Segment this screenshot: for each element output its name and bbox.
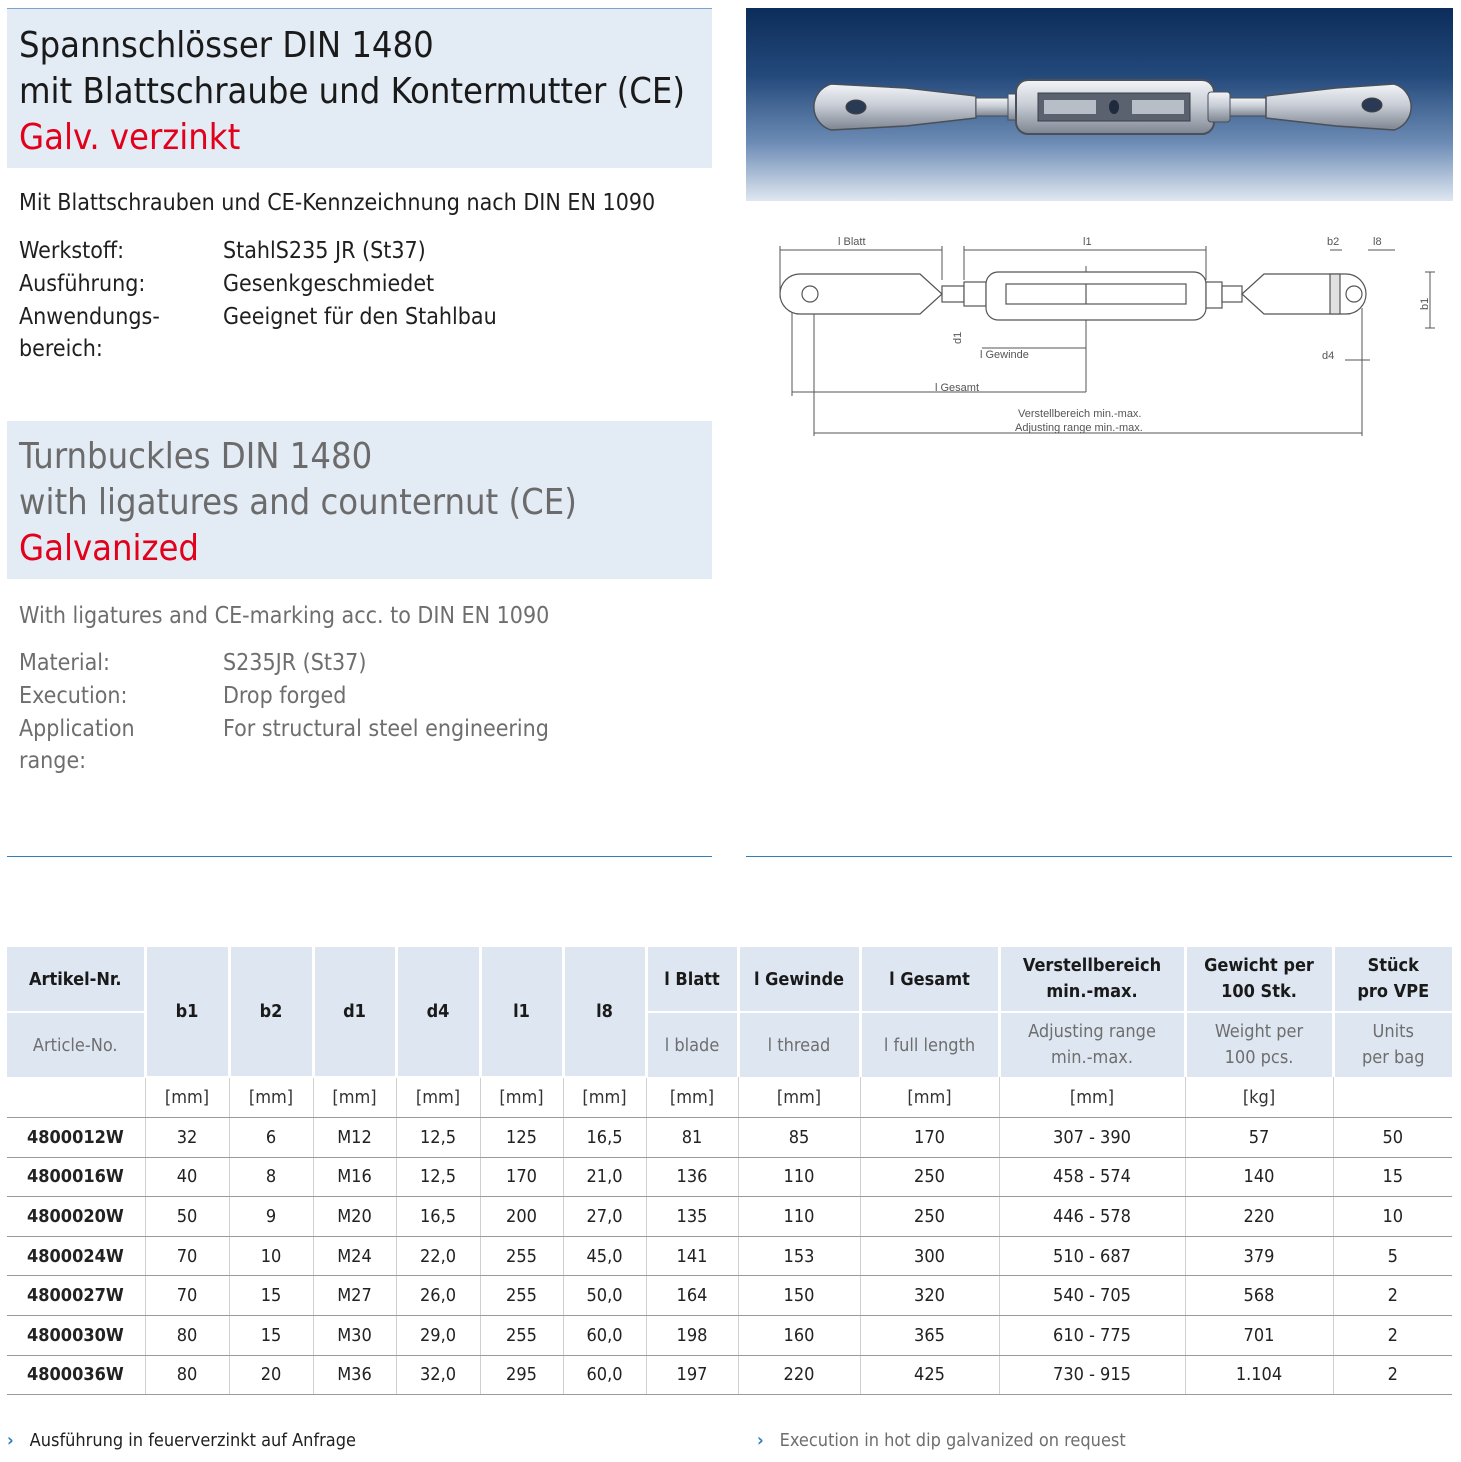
col-subheader-article: Article-No. [7, 1012, 145, 1077]
table-cell: 458 - 574 [999, 1157, 1185, 1197]
table-cell: M20 [313, 1197, 396, 1237]
table-cell: 10 [229, 1236, 313, 1276]
table-cell: 300 [860, 1236, 999, 1276]
table-cell: 15 [1333, 1157, 1452, 1197]
table-cell: 40 [145, 1157, 229, 1197]
table-cell: 8 [229, 1157, 313, 1197]
unit-cell: [mm] [229, 1077, 313, 1118]
dim-label-l-blatt: l Blatt [838, 236, 866, 248]
table-cell: 150 [738, 1276, 860, 1316]
table-cell: 510 - 687 [999, 1236, 1185, 1276]
article-number-cell: 4800036W [7, 1355, 145, 1395]
table-cell: 250 [860, 1157, 999, 1197]
table-cell: 70 [145, 1236, 229, 1276]
unit-cell: [kg] [1185, 1077, 1333, 1118]
table-cell: 2 [1333, 1315, 1452, 1355]
unit-cell: [mm] [738, 1077, 860, 1118]
spec-label-de-execution: Ausführung: [19, 271, 146, 297]
footnote-de-text: Ausführung in feuerverzinkt auf Anfrage [29, 1430, 356, 1451]
table-cell: 2 [1333, 1355, 1452, 1395]
table-cell: 12,5 [396, 1118, 480, 1158]
title-en-line3: Galvanized [19, 528, 199, 569]
title-en-line1: Turnbuckles DIN 1480 [19, 436, 373, 477]
table-row [7, 1157, 1452, 1197]
table-cell: 141 [646, 1236, 738, 1276]
table-cell: 9 [229, 1197, 313, 1237]
table-cell: M36 [313, 1355, 396, 1395]
product-photo [746, 8, 1453, 201]
spec-label-de-material: Werkstoff: [19, 238, 125, 264]
unit-cell: [mm] [999, 1077, 1185, 1118]
table-cell: 80 [145, 1315, 229, 1355]
col-subheader-l-full-length: l full length [860, 1012, 999, 1077]
article-number-cell: 4800012W [7, 1118, 145, 1158]
table-cell: 50 [145, 1197, 229, 1237]
col-header-l-gesamt: l Gesamt [860, 947, 999, 1012]
unit-cell: [mm] [480, 1077, 563, 1118]
table-cell: 307 - 390 [999, 1118, 1185, 1158]
dim-label-b1: b1 [1419, 297, 1431, 310]
table-row [7, 1118, 1452, 1158]
divider-right [746, 856, 1452, 857]
table-row [7, 1315, 1452, 1355]
col-header-l1: l1 [480, 947, 563, 1077]
table-cell: 164 [646, 1276, 738, 1316]
spec-label-en-application: Application range: [19, 716, 135, 774]
table-cell: 80 [145, 1355, 229, 1395]
table-cell: 379 [1185, 1236, 1333, 1276]
table-cell: M27 [313, 1276, 396, 1316]
table-cell: 136 [646, 1157, 738, 1197]
dim-label-range-de: Verstellbereich min.-max. [1018, 408, 1142, 420]
spec-label-de-application: Anwendungs- bereich: [19, 304, 160, 362]
col-header-article: Artikel-Nr. [7, 947, 145, 1012]
dim-label-d4: d4 [1322, 350, 1335, 362]
table-cell: 85 [738, 1118, 860, 1158]
table-cell: 198 [646, 1315, 738, 1355]
dim-label-l1: l1 [1083, 236, 1092, 248]
unit-cell [1333, 1077, 1452, 1118]
table-cell: 21,0 [563, 1157, 646, 1197]
article-number-cell: 4800027W [7, 1276, 145, 1316]
table-cell: 125 [480, 1118, 563, 1158]
article-number-cell: 4800020W [7, 1197, 145, 1237]
table-cell: M12 [313, 1118, 396, 1158]
table-cell: 6 [229, 1118, 313, 1158]
spec-table [7, 947, 1452, 1395]
table-cell: 22,0 [396, 1236, 480, 1276]
col-header-b1: b1 [145, 947, 229, 1077]
table-cell: 365 [860, 1315, 999, 1355]
article-number-cell: 4800016W [7, 1157, 145, 1197]
table-cell: 568 [1185, 1276, 1333, 1316]
table-cell: 730 - 915 [999, 1355, 1185, 1395]
table-cell: 110 [738, 1197, 860, 1237]
table-cell: 255 [480, 1315, 563, 1355]
dim-label-l8: l8 [1373, 236, 1382, 248]
spec-label-en-execution: Execution: [19, 683, 128, 709]
col-header-weight: Gewicht per 100 Stk. [1185, 947, 1333, 1012]
heading-panel-de [7, 8, 712, 168]
table-cell: 153 [738, 1236, 860, 1276]
unit-cell: [mm] [145, 1077, 229, 1118]
unit-cell: [mm] [396, 1077, 480, 1118]
spec-value-en-execution: Drop forged [223, 683, 347, 709]
unit-cell: [mm] [860, 1077, 999, 1118]
table-cell: 60,0 [563, 1315, 646, 1355]
table-cell: 15 [229, 1276, 313, 1316]
table-cell: 160 [738, 1315, 860, 1355]
spec-value-de-application: Geeignet für den Stahlbau [223, 304, 497, 330]
footnote-en [757, 1430, 1126, 1451]
table-cell: M24 [313, 1236, 396, 1276]
col-subheader-l-thread: l thread [738, 1012, 860, 1077]
spec-value-de-execution: Gesenkgeschmiedet [223, 271, 435, 297]
table-cell: M30 [313, 1315, 396, 1355]
intro-en: With ligatures and CE-marking acc. to DIN EN 1090 [19, 603, 550, 629]
table-cell: 57 [1185, 1118, 1333, 1158]
intro-de: Mit Blattschrauben und CE-Kennzeichnung nach DIN EN 1090 [19, 190, 656, 216]
dim-label-d1: d1 [952, 331, 964, 344]
unit-cell [7, 1077, 145, 1118]
divider-left [7, 856, 712, 857]
unit-cell: [mm] [313, 1077, 396, 1118]
col-header-d1: d1 [313, 947, 396, 1077]
table-cell: 32,0 [396, 1355, 480, 1395]
table-cell: 110 [738, 1157, 860, 1197]
article-number-cell: 4800030W [7, 1315, 145, 1355]
title-de-line1: Spannschlösser DIN 1480 [19, 25, 434, 66]
table-cell: 425 [860, 1355, 999, 1395]
dim-label-range-en: Adjusting range min.-max. [1015, 422, 1143, 434]
spec-label-en-material: Material: [19, 650, 111, 676]
table-cell: 255 [480, 1276, 563, 1316]
table-row [7, 1355, 1452, 1395]
title-de-line2: mit Blattschraube und Kontermutter (CE) [19, 71, 685, 112]
table-row [7, 1197, 1452, 1237]
table-cell: 295 [480, 1355, 563, 1395]
table-cell: 446 - 578 [999, 1197, 1185, 1237]
table-cell: 45,0 [563, 1236, 646, 1276]
table-cell: 70 [145, 1276, 229, 1316]
table-cell: 320 [860, 1276, 999, 1316]
unit-cell: [mm] [646, 1077, 738, 1118]
table-cell: 5 [1333, 1236, 1452, 1276]
unit-cell: [mm] [563, 1077, 646, 1118]
table-cell: 170 [480, 1157, 563, 1197]
spec-value-en-material: S235JR (St37) [223, 650, 367, 676]
col-subheader-weight: Weight per 100 pcs. [1185, 1012, 1333, 1077]
table-cell: 540 - 705 [999, 1276, 1185, 1316]
dim-label-l-gesamt: l Gesamt [935, 382, 980, 394]
table-cell: 60,0 [563, 1355, 646, 1395]
col-header-units: Stück pro VPE [1333, 947, 1452, 1012]
table-cell: 12,5 [396, 1157, 480, 1197]
table-cell: 29,0 [396, 1315, 480, 1355]
dim-label-b2: b2 [1327, 236, 1340, 248]
dim-label-l-gewinde: l Gewinde [980, 349, 1029, 361]
title-en-line2: with ligatures and counternut (CE) [19, 482, 577, 523]
table-cell: 170 [860, 1118, 999, 1158]
col-header-l-gewinde: l Gewinde [738, 947, 860, 1012]
table-cell: 610 - 775 [999, 1315, 1185, 1355]
col-header-d4: d4 [396, 947, 480, 1077]
table-cell: 50,0 [563, 1276, 646, 1316]
col-header-l-blatt: l Blatt [646, 947, 738, 1012]
table-cell: 50 [1333, 1118, 1452, 1158]
spec-value-de-material: StahlS235 JR (St37) [223, 238, 426, 264]
table-cell: 81 [646, 1118, 738, 1158]
table-cell: 2 [1333, 1276, 1452, 1316]
table-cell: 20 [229, 1355, 313, 1395]
article-number-cell: 4800024W [7, 1236, 145, 1276]
table-cell: 220 [1185, 1197, 1333, 1237]
technical-drawing [770, 228, 1450, 443]
col-subheader-range: Adjusting range min.-max. [999, 1012, 1185, 1077]
turnbuckle-photo-illustration [746, 8, 1453, 201]
col-subheader-units: Units per bag [1333, 1012, 1452, 1077]
table-cell: 200 [480, 1197, 563, 1237]
table-cell: 140 [1185, 1157, 1333, 1197]
table-cell: 26,0 [396, 1276, 480, 1316]
table-cell: 220 [738, 1355, 860, 1395]
table-cell: 1.104 [1185, 1355, 1333, 1395]
table-cell: 16,5 [563, 1118, 646, 1158]
title-de-line3: Galv. verzinkt [19, 117, 241, 158]
table-cell: 250 [860, 1197, 999, 1237]
spec-value-en-application: For structural steel engineering [223, 716, 549, 742]
footnote-en-text: Execution in hot dip galvanized on request [779, 1430, 1126, 1451]
heading-panel-en [7, 421, 712, 579]
table-cell: 135 [646, 1197, 738, 1237]
table-cell: 16,5 [396, 1197, 480, 1237]
table-row [7, 1236, 1452, 1276]
table-cell: 10 [1333, 1197, 1452, 1237]
footnote-de [7, 1430, 356, 1451]
table-cell: 255 [480, 1236, 563, 1276]
col-header-range: Verstellbereich min.-max. [999, 947, 1185, 1012]
col-header-b2: b2 [229, 947, 313, 1077]
table-row [7, 1276, 1452, 1316]
table-cell: 197 [646, 1355, 738, 1395]
table-cell: M16 [313, 1157, 396, 1197]
col-header-l8: l8 [563, 947, 646, 1077]
col-subheader-l-blade: l blade [646, 1012, 738, 1077]
chevron-right-icon: › [757, 1430, 764, 1451]
table-cell: 32 [145, 1118, 229, 1158]
table-cell: 701 [1185, 1315, 1333, 1355]
table-cell: 27,0 [563, 1197, 646, 1237]
table-cell: 15 [229, 1315, 313, 1355]
units-row [7, 1077, 1452, 1118]
chevron-right-icon: › [7, 1430, 14, 1451]
